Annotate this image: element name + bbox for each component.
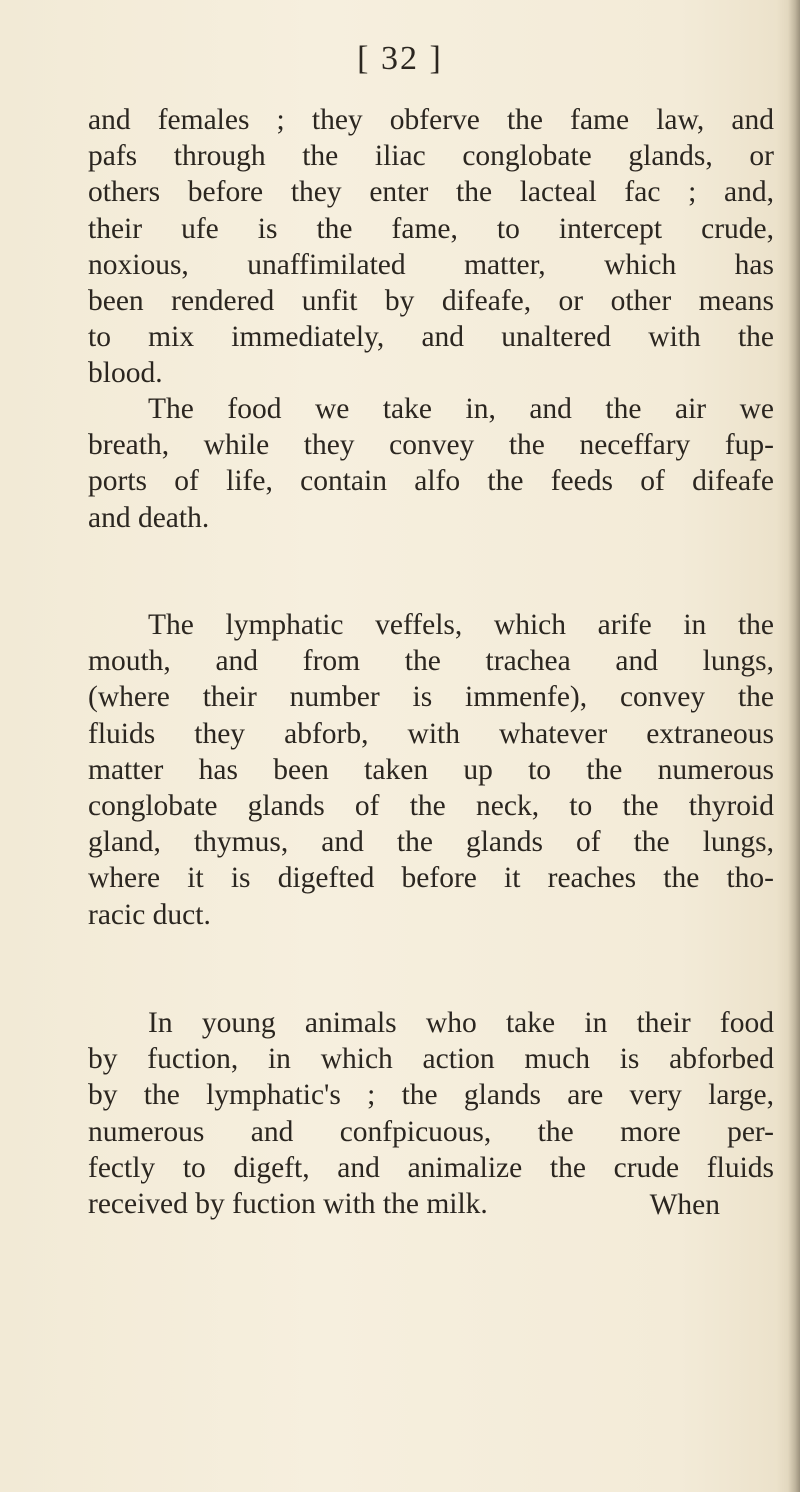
text-line: gland, thymus, and the glands of the lungs,	[88, 826, 774, 859]
text-line: received by fuction with the milk.	[88, 1187, 488, 1220]
text-line: racic duct.	[88, 898, 211, 931]
text-line: their ufe is the fame, to intercept crude,	[88, 212, 774, 245]
text-line: breath, while they convey the neceffary fup-	[88, 429, 774, 462]
paragraph-1	[88, 102, 774, 392]
text-line: conglobate glands of the neck, to the thyroid	[88, 789, 774, 822]
text-line: numerous and confpicuous, the more per-	[88, 1115, 774, 1148]
paragraph-3	[88, 607, 774, 933]
text-line: pafs through the iliac conglobate glands, or	[88, 140, 774, 173]
text-line: noxious, unaffimilated matter, which has	[88, 248, 774, 281]
text-line: (where their number is immenfe), convey the	[88, 681, 774, 714]
catchword: When	[649, 1189, 720, 1221]
text-line: by fuction, in which action much is abforbed	[88, 1043, 774, 1076]
text-line: ports of life, contain alfo the feeds of difeafe	[88, 465, 774, 498]
text-line: been rendered unfit by difeafe, or other means	[88, 284, 774, 317]
text-line: and death.	[88, 501, 210, 534]
text-line: The lymphatic veffels, which arife in the	[148, 609, 774, 641]
text-line: to mix immediately, and unaltered with the	[88, 321, 774, 354]
text-line: In young animals who take in their food	[148, 1007, 774, 1039]
text-line: blood.	[88, 357, 163, 390]
text-line: fectly to digeft, and animalize the crude fluids	[88, 1151, 774, 1184]
text-line: and females ; they obferve the fame law, and	[88, 104, 774, 136]
text-line: fluids they abforb, with whatever extraneous	[88, 717, 774, 750]
page-number: [ 32 ]	[357, 40, 443, 77]
paragraph-2	[88, 391, 774, 536]
text-line: by the lymphatic's ; the glands are very large,	[88, 1079, 774, 1112]
text-line: where it is digefted before it reaches the tho-	[88, 862, 774, 895]
page-edge-shadow	[788, 0, 800, 1492]
text-line: others before they enter the lacteal fac ; and,	[88, 176, 774, 209]
text-line: mouth, and from the trachea and lungs,	[88, 645, 774, 678]
text-line: The food we take in, and the air we	[148, 393, 774, 425]
text-line: matter has been taken up to the numerous	[88, 753, 774, 786]
